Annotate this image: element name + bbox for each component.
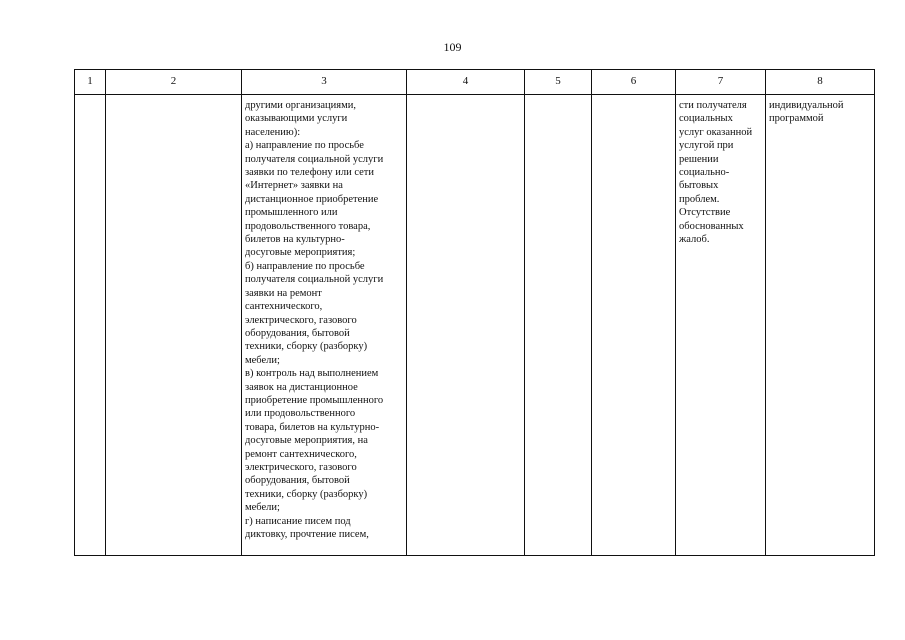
cell-col-8	[766, 95, 875, 556]
service-description-text: другими организациями, оказывающими услуги населению): а) направление по просьбе получателя социальной услуги заявки по телефону или сети «Интернет» заявки на дистанционное приобретение промышленного или продовольственного товара, билетов на культурно- досуговые мероприятия; б) направление по просьбе получателя социальной услуги заявки на ремонт сантехнического, электрического, газового оборудования, бытовой техники, сборку (разборку) мебели; в) контроль над выполнением заявок на дистанционное приобретение промышленного или продовольственного товара, билетов на культурно- досуговые мероприятия, на ремонт сантехнического, электрического, газового оборудования, бытовой техники, сборку (разборку) мебели; г) написание писем под диктовку, прочтение писем,	[245, 100, 384, 540]
header-col-6: 6	[592, 70, 676, 95]
cell-col-1	[75, 95, 106, 556]
cell-col-2	[106, 95, 242, 556]
header-col-5: 5	[525, 70, 592, 95]
quality-criteria-text: сти получателя социальных услуг оказанной услугой при решении социально- бытовых проблем. Отсутствие обоснованных жалоб.	[679, 100, 753, 246]
table-header-row	[75, 70, 875, 95]
table-row	[75, 95, 875, 556]
header-col-4: 4	[407, 70, 525, 95]
header-col-2: 2	[106, 70, 242, 95]
cell-col-3	[242, 95, 407, 556]
header-col-8: 8	[766, 70, 875, 95]
cell-col-5	[525, 95, 592, 556]
header-col-3: 3	[242, 70, 407, 95]
header-col-7: 7	[676, 70, 766, 95]
header-col-1: 1	[75, 70, 106, 95]
services-table	[74, 69, 875, 556]
cell-col-6	[592, 95, 676, 556]
page-number: 109	[443, 40, 462, 54]
program-note-text: индивидуальной программой	[769, 100, 844, 125]
cell-col-4	[407, 95, 525, 556]
cell-col-7	[676, 95, 766, 556]
